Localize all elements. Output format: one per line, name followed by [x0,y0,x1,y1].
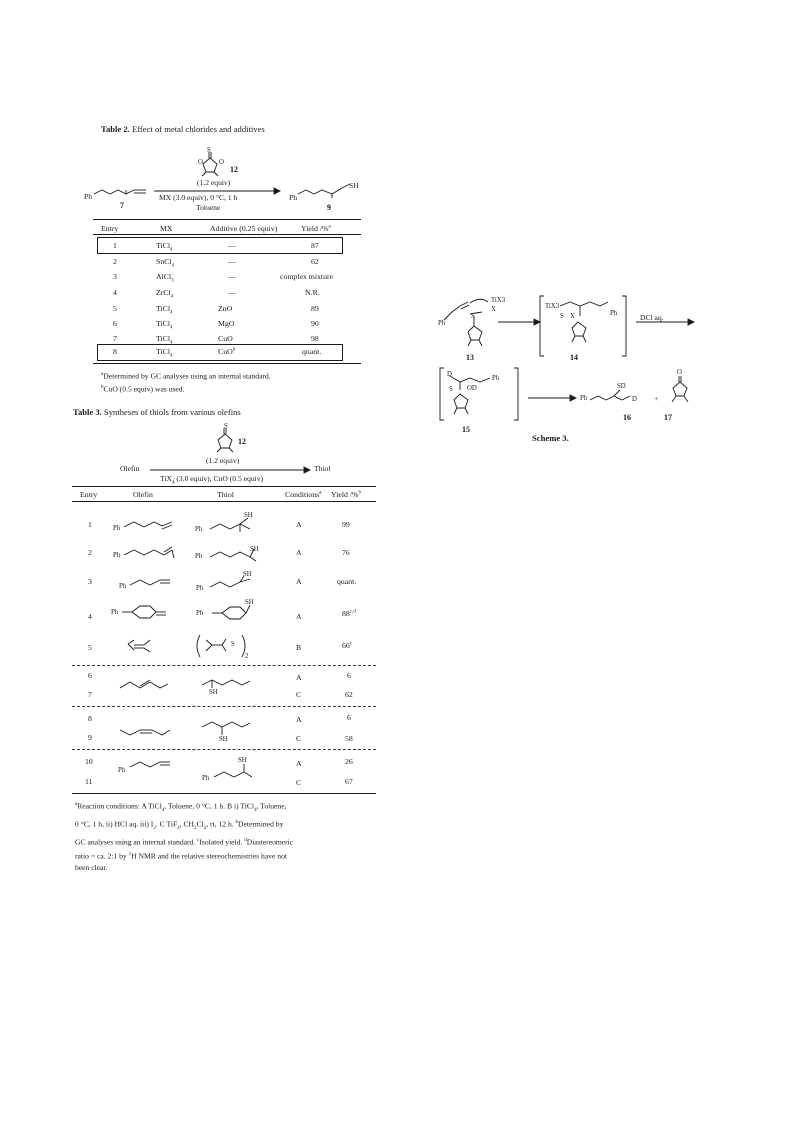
t2-footnote-b: $^b$CuO (0.5 equiv) was used. [101,384,185,394]
t3-entry: 9 [88,733,92,742]
t3-r3-olefin-ph: Ph [119,583,127,590]
t2-highlight-row1 [97,237,343,254]
t2-mx: TiCl$_4$ [156,319,173,331]
t3-entry: 3 [88,577,92,586]
t2-product-sh: SH [349,181,359,190]
t3-conditions: TiX$_4$ (3.0 equiv), CuO (0.5 equiv) [160,474,264,486]
t3-yield: 66$^c$ [342,641,353,650]
t3-footnote-line-2: 0 °C, 1 h, ii) HCl aq. iii) $I_2$. C TiF$_4$, $CH_2Cl_2$, rt, 12 h. $^b$Determined by [75,819,284,832]
t3-olefin-label: Olefin [120,464,140,473]
t3-footnote-line-5: been clear. [75,863,108,873]
t2-yield: 89 [311,304,319,313]
t3-yield: quant. [337,577,357,586]
t3-cond: A [296,612,302,621]
t3-r10-thiol-ph: Ph [202,775,210,782]
t3-footnote-line-1: $^a$Reaction conditions: A TiCl$_4$, Toluene, 0 °C, 1 h. B i) TiCl$_4$, Toluene, [75,801,287,814]
t2-mx: TiCl$_4$ [156,304,173,316]
t3-header-olefin: Olefin [133,490,153,499]
t2-solvent: Toluene [196,203,221,212]
t3-r4-olefin-ph: Ph [111,609,119,616]
s3-compound-14: 14 [570,353,578,362]
t3-yield: 58 [345,734,353,743]
s3-14-s: S [560,313,564,320]
t2-entry: 4 [113,288,117,297]
s3-13-tix3: TiX3 [491,297,506,304]
t3-divider-2 [72,706,376,707]
s3-13-ph: Ph [438,320,446,327]
t2-additive: — [228,241,236,250]
t3-entry: 10 [85,757,93,766]
t3-r3-thiol-sh: SH [243,571,252,578]
t2-additive: MgO [218,319,235,328]
t3-s-label: S [224,423,228,430]
t3-cond: A [296,577,302,586]
t2-reagent-equiv: (1.2 equiv) [197,178,231,187]
t3-entry: 1 [88,520,92,529]
s3-15-s: S [449,386,453,393]
t2-entry: 3 [113,272,117,281]
t2-mx: TiCl$_4$ [156,347,173,359]
t3-r2-thiol-sh: SH [250,546,259,553]
t3-r1-olefin-ph: Ph [113,525,121,532]
t3-footnote-line-4: ratio = ca. 2:1 by $^1$H NMR and the relative stereochemistries have not [75,851,287,861]
t2-o-right: O [219,159,224,166]
t2-reagent-number: 12 [230,165,238,174]
s3-14-tix3: TiX3 [545,303,560,310]
s3-13-s: S [471,313,475,320]
t3-cond: A [296,673,302,682]
t2-substrate-number: 7 [120,201,124,210]
t2-additive: ZnO [218,304,233,313]
t3-header-conditions: Conditions$^a$ [285,490,322,499]
t2-additive: — [228,272,236,281]
t3-footnotes [75,799,375,874]
t2-entry: 2 [113,257,117,266]
s3-15-d: D [447,371,452,378]
t2-yield: complex mixture [280,272,334,281]
t3-r6-thiol-sh: SH [209,689,218,696]
s3-16-sd: SD [617,383,626,390]
t2-yield: 98 [311,334,319,343]
t2-additive: CuO [218,334,233,343]
t3-footnote-line-3: GC analyses using an internal standard. $^c$Isolated yield. $^d$Diastereomeric [75,837,294,847]
s3-plus: + [654,394,659,403]
t2-o-left: O [198,159,203,166]
t3-yield: 26 [345,757,353,766]
t2-mx: ZrCl$_4$ [156,288,174,300]
t2-entry: 1 [113,241,117,250]
t3-yield: 6 [347,713,351,722]
t3-yield: 76 [342,548,350,557]
t3-r10-olefin-ph: Ph [118,767,126,774]
t2-product-number: 9 [327,203,331,212]
t2-product-ph: Ph [289,193,298,202]
t2-mx: AlCl$_3$ [156,272,174,284]
t3-reagent-number: 12 [238,437,246,446]
t2-entry: 6 [113,319,117,328]
t3-header-rule [72,501,376,502]
t3-r2-thiol-ph: Ph [195,553,203,560]
t3-r4-thiol-sh: SH [245,599,254,606]
t3-reaction-arrow [150,466,310,474]
s3-14-x: X [570,313,575,320]
t3-r3-thiol-ph: Ph [196,585,204,592]
t2-entry: 7 [113,334,117,343]
s3-16-d: D [632,396,637,403]
t3-yield: 62 [345,690,353,699]
t3-cond: A [296,715,302,724]
t3-cond: B [296,643,302,652]
t2-yield: 62 [311,257,319,266]
t3-entry: 6 [88,671,92,680]
s3-14-ph: Ph [610,310,618,317]
s3-compound-17: 17 [664,413,672,422]
t2-header-mx: MX [160,224,173,233]
t2-top-rule [93,219,361,220]
t2-additive: CuO$^b$ [218,347,236,356]
s3-compound-15: 15 [462,425,470,434]
s3-15-ph: Ph [492,375,500,382]
t2-header-rule [93,234,361,235]
t2-s-label: S [207,147,211,154]
t3-entry: 8 [88,714,92,723]
t3-cond: C [296,734,302,743]
t3-entry: 7 [88,690,92,699]
t2-yield: 87 [311,241,319,250]
t3-header-entry: Entry [80,490,98,499]
t2-substrate-ph: Ph [84,192,93,201]
table2-caption: Table 2. Effect of metal chlorides and additives [101,124,265,134]
t2-footnote-a: $^a$Determined by GC analyses using an internal standard. [101,371,271,381]
t2-mx: TiCl$_4$ [156,334,173,346]
t3-divider-3 [72,749,376,750]
t3-r1-thiol-sh: SH [244,512,253,519]
t2-conditions: MX (3.0 equiv), 0 °C, 1 h [159,193,238,202]
t3-cond: C [296,778,302,787]
t2-entry: 5 [113,304,117,313]
t3-thiol-label: Thiol [314,464,331,473]
t2-yield: quant. [302,347,322,356]
s3-reagent: DCl aq. [640,313,664,322]
t3-entry: 11 [85,777,93,786]
t3-yield: 67 [345,777,353,786]
t3-cond: A [296,520,302,529]
t3-yield: 99 [342,520,350,529]
t3-bottom-rule [72,793,376,794]
t3-cond: C [296,690,302,699]
s3-compound-16: 16 [623,413,631,422]
t3-r5-thiol-2: 2 [245,653,249,660]
t2-yield: 90 [311,319,319,328]
t3-r8-thiol-sh: SH [219,736,228,743]
t3-cond: A [296,548,302,557]
t3-cond: A [296,759,302,768]
t3-r1-thiol-ph: Ph [195,526,203,533]
t2-yield: N.R. [305,288,320,297]
table3-caption: Table 3. Syntheses of thiols from various olefins [73,407,241,417]
t2-header-additive: Additive (0.25 equiv) [210,224,278,233]
s3-17-o: O [677,369,682,376]
t3-r2-olefin-ph: Ph [113,552,121,559]
t3-header-thiol: Thiol [217,490,234,499]
t3-r5-thiol-s: S [231,641,235,648]
t3-header-yield: Yield /%$^b$ [331,490,362,499]
t2-header-entry: Entry [101,224,119,233]
t3-yield: 88$^{c,d}$ [342,609,356,618]
t3-entry: 5 [88,643,92,652]
t3-yield: 6 [347,671,351,680]
t3-top-rule [72,486,376,487]
s3-16-ph: Ph [580,395,588,402]
t2-additive: — [228,257,236,266]
s3-13-x: X [491,306,496,313]
t3-r10-thiol-sh: SH [238,757,247,764]
t2-bottom-rule [93,363,361,364]
t3-divider-1 [72,665,376,666]
t3-r4-thiol-ph: Ph [196,610,204,617]
t3-entry: 2 [88,548,92,557]
t3-reagent-equiv: (1.2 equiv) [206,456,240,465]
t2-mx: SnCl$_4$ [156,257,175,269]
t3-entry: 4 [88,612,92,621]
t2-entry: 8 [113,347,117,356]
t2-header-yield: Yield /%$^a$ [301,224,331,233]
scheme3-caption: Scheme 3. [532,433,569,443]
s3-15-od: OD [467,385,477,392]
t2-mx: TiCl$_4$ [156,241,173,253]
t2-additive: — [228,288,236,297]
s3-compound-13: 13 [466,353,474,362]
